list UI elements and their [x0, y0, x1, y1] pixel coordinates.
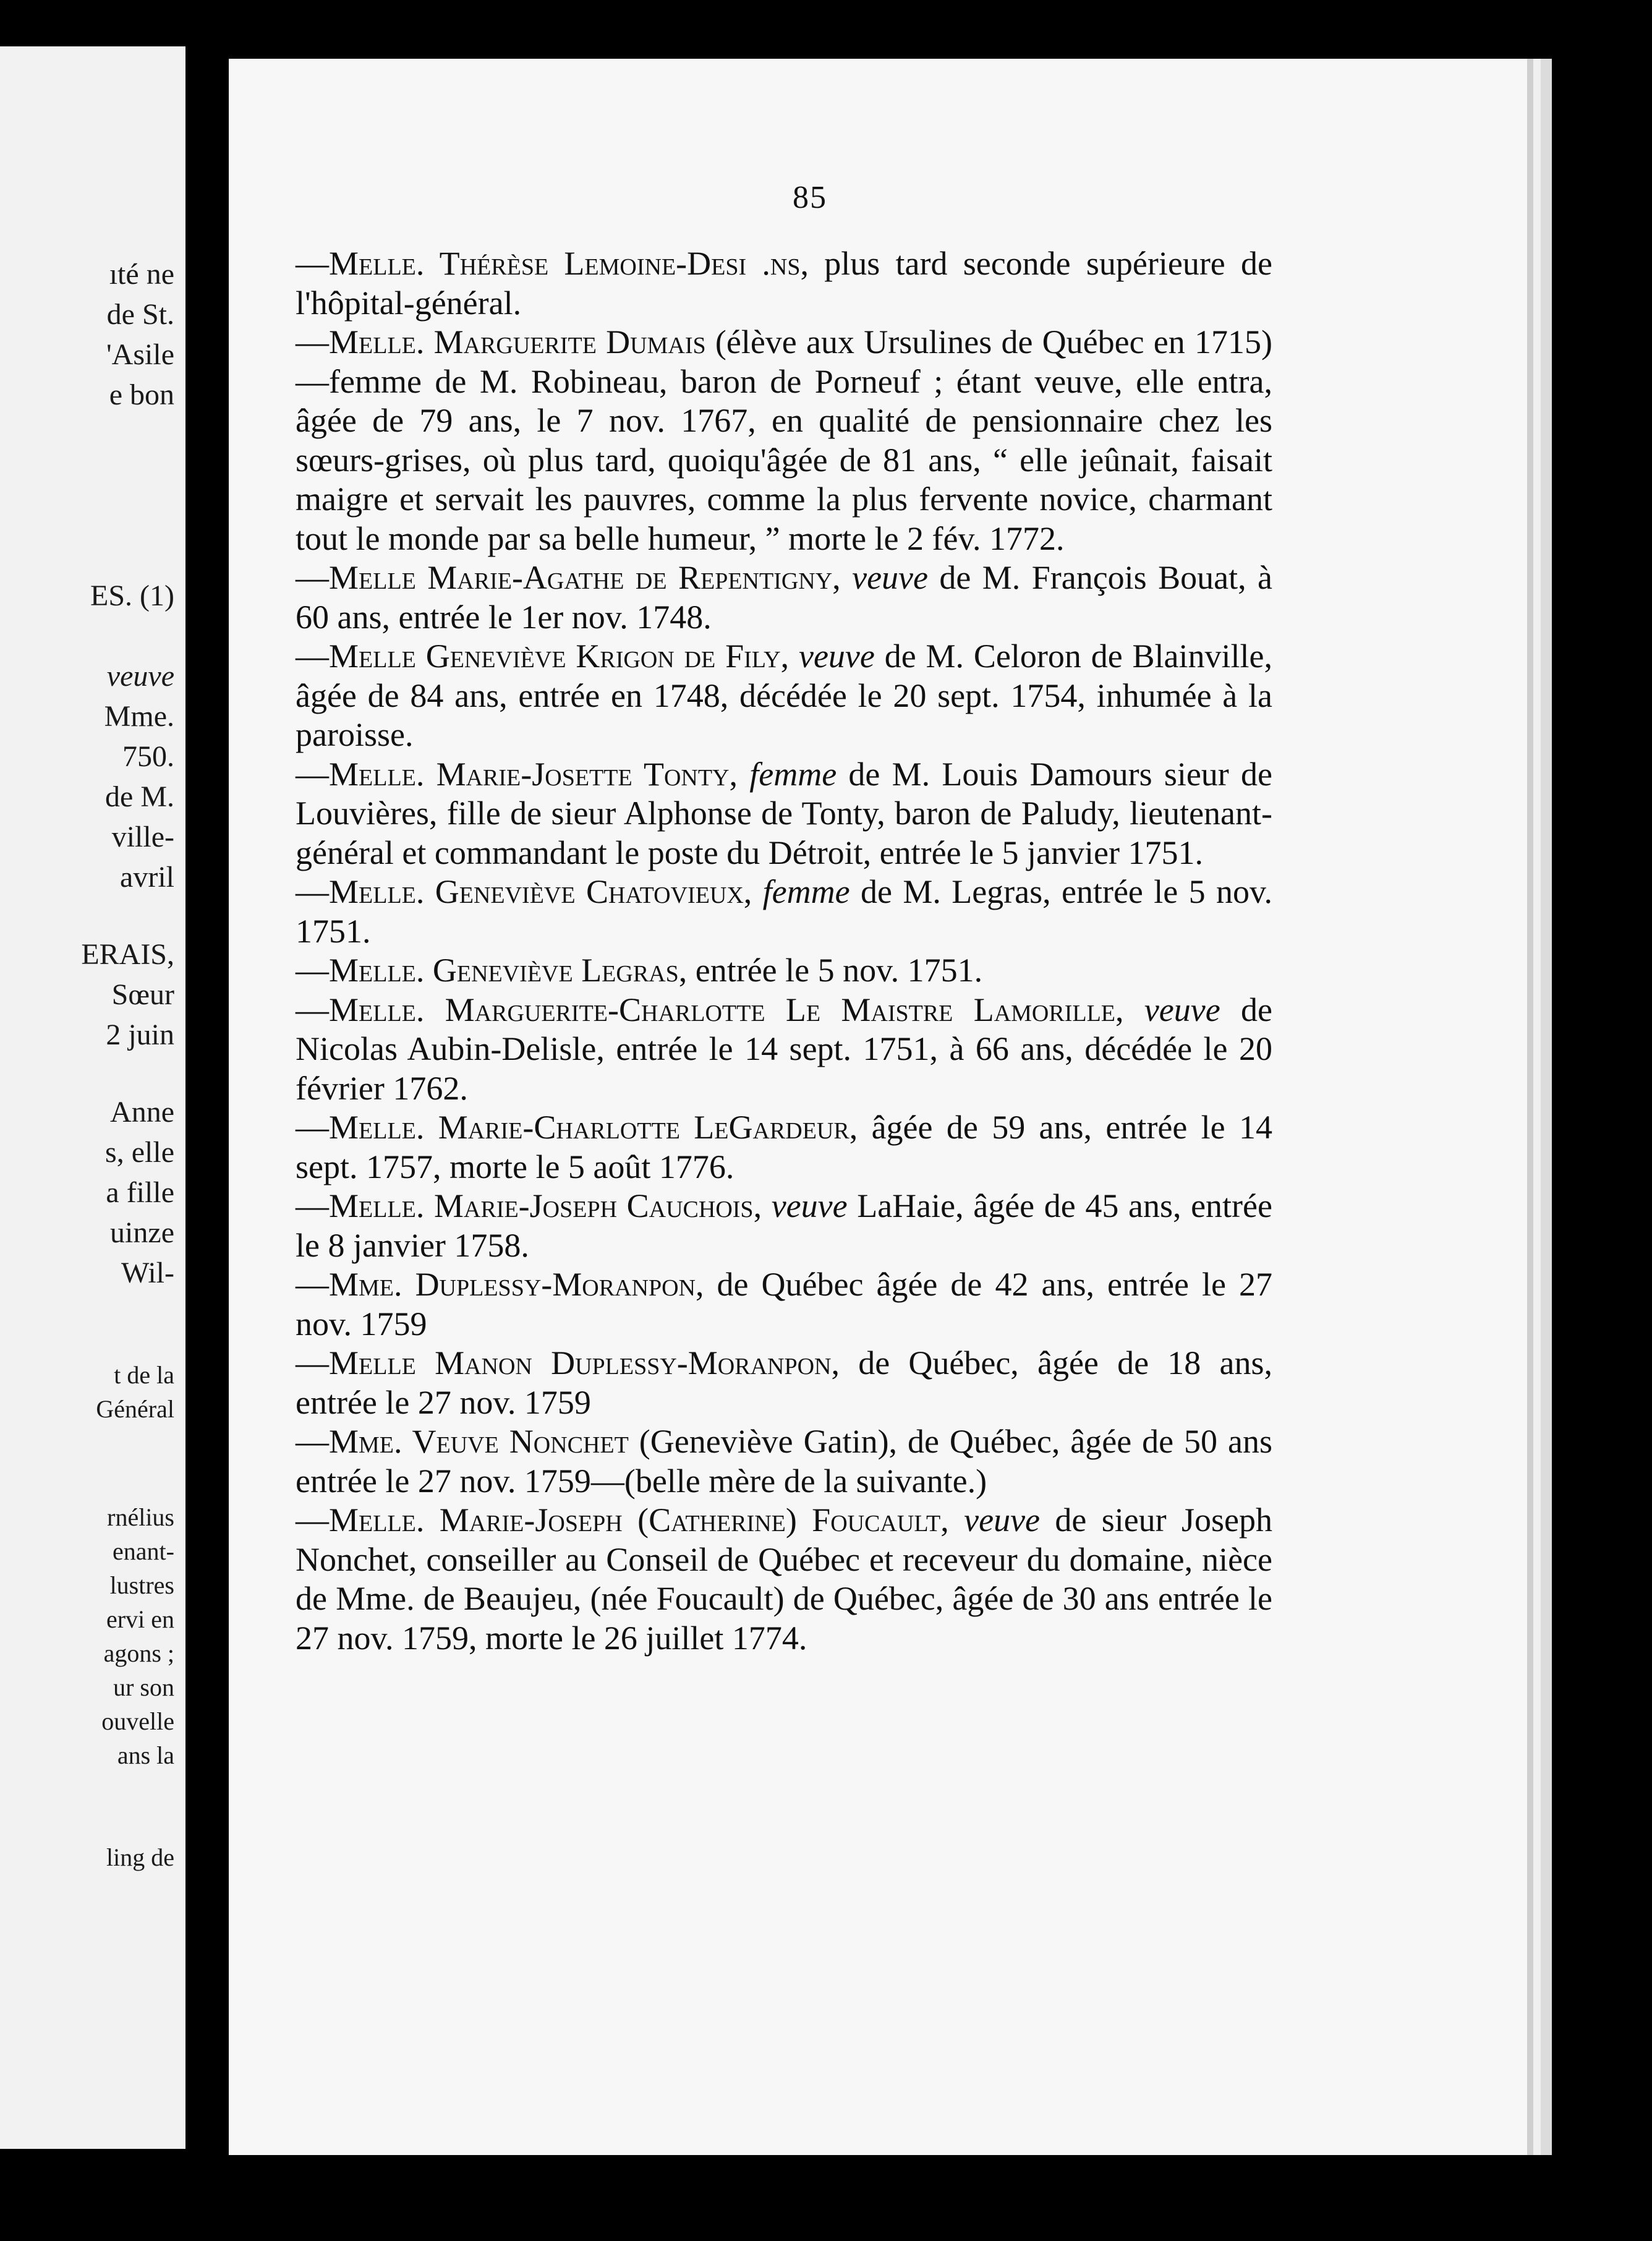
entry-status: veuve — [762, 1187, 848, 1224]
register-entry — [296, 991, 1272, 1109]
register-entry — [296, 244, 1272, 323]
left-page-line: ES. (1) — [90, 579, 174, 612]
page-body — [296, 244, 1272, 1658]
left-page-line: e bon — [109, 378, 174, 411]
left-page-line: ervi en — [106, 1605, 174, 1633]
entry-name: —Melle. Marguerite-Charlotte Le Maistre Lamorille, — [296, 991, 1124, 1028]
entry-text: de M. Legras, entrée le 5 nov. 1751. — [296, 873, 1272, 950]
left-page-line: 'Asile — [106, 338, 174, 371]
entry-name: —Melle. Marie-Joseph Cauchois, — [296, 1187, 762, 1224]
facing-page-left — [0, 46, 185, 2149]
entry-text: entrée le 5 nov. 1751. — [687, 952, 983, 989]
register-entry — [296, 1187, 1272, 1265]
register-entry — [296, 1344, 1272, 1422]
entry-name: —Melle Marie-Agathe de Repentigny, — [296, 559, 841, 596]
register-entry — [296, 755, 1272, 873]
left-page-line: ling de — [106, 1843, 174, 1871]
left-page-line: de St. — [106, 298, 174, 331]
left-page-line: ıté ne — [109, 258, 174, 291]
left-page-line: ouvelle — [101, 1707, 174, 1735]
entry-text: LaHaie, âgée de 45 ans, entrée le 8 janvier 1758. — [296, 1187, 1272, 1264]
entry-name: —Melle. Marie-Charlotte LeGardeur, — [296, 1109, 858, 1146]
left-page-line: rnélius — [107, 1503, 174, 1531]
entry-name: —Melle Geneviève Krigon de Fily, — [296, 638, 790, 675]
entry-name: —Melle. Marguerite Dumais — [296, 323, 706, 361]
entry-text: de sieur Joseph Nonchet, conseiller au Conseil de Québec et receveur du domaine, nièce de Mme. de Beaujeu, (née Foucault) de Québec, âgée de 30 ans entrée le 27 nov. 1759, morte le 26 juillet 1774. — [296, 1501, 1273, 1657]
register-entry — [296, 1501, 1272, 1658]
register-entry — [296, 951, 1272, 991]
left-page-line: agons ; — [103, 1639, 174, 1667]
left-page-line: 2 juin — [106, 1018, 174, 1051]
entry-status: veuve — [789, 638, 875, 675]
entry-text: de Nicolas Aubin-Delisle, entrée le 14 sept. 1751, à 66 ans, décédée le 20 février 1762. — [296, 991, 1273, 1107]
left-page-line: s, elle — [105, 1136, 174, 1169]
entry-name: —Melle Manon Duplessy-Moranpon, — [296, 1344, 840, 1381]
entry-text: âgée de 59 ans, entrée le 14 sept. 1757, morte le 5 août 1776. — [296, 1109, 1272, 1185]
entry-status: femme — [737, 755, 837, 793]
left-page-line: ERAIS, — [81, 938, 174, 971]
left-page-line: avril — [120, 861, 174, 894]
left-page-line: lustres — [109, 1571, 174, 1599]
left-page-line: a fille — [106, 1176, 174, 1209]
entry-status: veuve — [1123, 991, 1220, 1028]
register-entry — [296, 1108, 1272, 1187]
entry-text: de M. Louis Damours sieur de Louvières, fille de sieur Alphonse de Tonty, baron de Paludy, lieutenant-général et commandant le poste du Détroit, entrée le 5 janvier 1751. — [296, 755, 1272, 871]
entry-name: —Melle. Thérèse Lemoine-Desi .ns, — [296, 245, 809, 282]
left-page-line: Anne — [110, 1096, 174, 1129]
register-entry — [296, 558, 1272, 637]
entry-text: de Québec âgée de 42 ans, entrée le 27 nov. 1759 — [296, 1266, 1272, 1342]
left-page-line: ville- — [111, 821, 174, 853]
left-page-line: ans la — [117, 1741, 174, 1769]
entry-text: (élève aux Ursulines de Québec en 1715)—femme de M. Robineau, baron de Porneuf ; étant veuve, elle entra, âgée de 79 ans, le 7 nov. 1767, en qualité de pensionnaire chez les sœurs-grises, où plus tard, quoiqu'âgée de 81 ans, “ elle jeûnait, faisait maigre et servait les pauvres, comme la plus fervente novice, charmant tout le monde par sa belle humeur, ” morte le 2 fév. 1772. — [296, 323, 1272, 557]
entry-name: —Melle. Marie-Josette Tonty, — [296, 755, 738, 793]
left-page-line: Sœur — [111, 978, 174, 1011]
entry-name: —Mme. Duplessy-Moranpon, — [296, 1266, 704, 1303]
register-entry — [296, 873, 1272, 951]
entry-status: femme — [752, 873, 850, 910]
left-page-line: veuve — [106, 660, 174, 693]
entry-text: de M. Celoron de Blainville, âgée de 84 ans, entrée en 1748, décédée le 20 sept. 1754, inhumée à la paroisse. — [296, 638, 1273, 753]
left-page-line: uinze — [110, 1216, 174, 1249]
register-entry — [296, 1422, 1272, 1501]
left-page-line: Wil- — [121, 1257, 174, 1289]
entry-text: plus tard seconde supérieure de l'hôpital-général. — [296, 245, 1272, 322]
entry-name: —Melle. Geneviève Legras, — [296, 952, 688, 989]
book-gutter — [185, 0, 229, 2241]
entry-text: de Québec, âgée de 18 ans, entrée le 27 nov. 1759 — [296, 1344, 1272, 1421]
left-page-line: Général — [96, 1395, 174, 1423]
entry-text: (Geneviève Gatin), de Québec, âgée de 50 ans entrée le 27 nov. 1759—(belle mère de la suivante.) — [296, 1423, 1272, 1500]
left-page-line: enant- — [113, 1537, 174, 1565]
left-page-line: t de la — [114, 1361, 174, 1389]
entry-text: de M. François Bouat, à 60 ans, entrée le 1er nov. 1748. — [296, 559, 1272, 636]
entry-name: —Melle. Marie-Joseph (Catherine) Foucault, — [296, 1501, 949, 1539]
page-number: 85 — [793, 180, 827, 215]
register-entry — [296, 1265, 1272, 1344]
left-page-line: Mme. — [104, 700, 174, 733]
entry-name: —Mme. Veuve Nonchet — [296, 1423, 629, 1460]
entry-name: —Melle. Geneviève Chatovieux, — [296, 873, 752, 910]
register-entry — [296, 637, 1272, 755]
left-page-line: 750. — [122, 740, 174, 773]
entry-status: veuve — [840, 559, 928, 596]
register-entry — [296, 323, 1272, 558]
left-page-line: ur son — [113, 1673, 174, 1701]
left-page-line: de M. — [105, 780, 174, 813]
entry-status: veuve — [948, 1501, 1041, 1539]
